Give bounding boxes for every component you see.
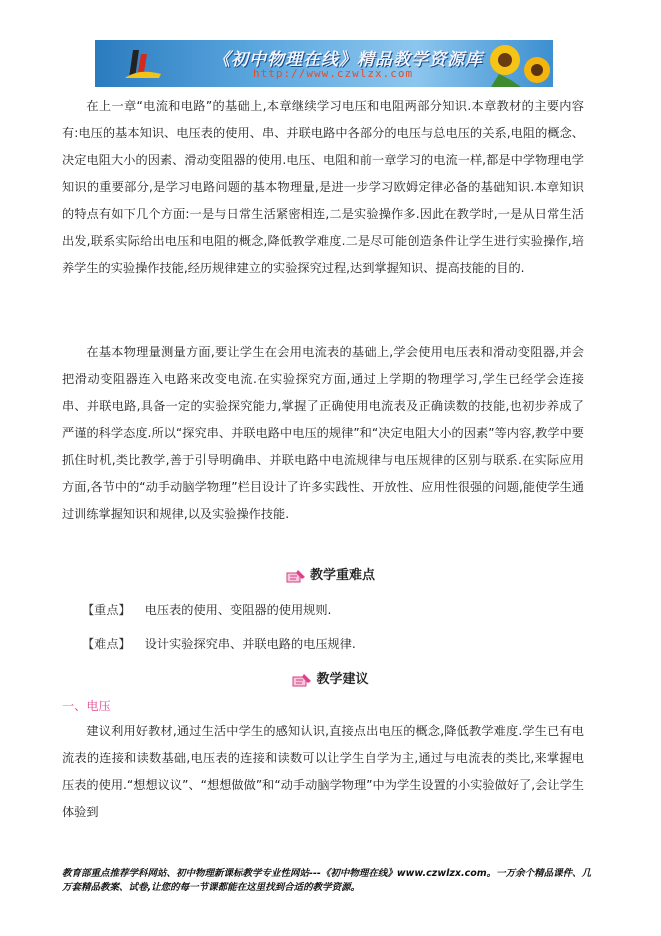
focus-tag: 【重点】 <box>82 603 131 617</box>
difficulty-tag: 【难点】 <box>82 637 131 651</box>
page-footer: 教育部重点推荐学科网站、初中物理新课标教学专业性网站---《初中物理在线》www.czwlzx.com。一万余个精品课件、几万套精品教案、试卷,让您的每一节课都能在这里找到合适的教学资源。 <box>62 868 592 893</box>
intro-paragraph-2: 在基本物理量测量方面,要让学生在会用电流表的基础上,学会使用电压表和滑动变阻器,并会把滑动变阻器连入电路来改变电流.在实验探究方面,通过上学期的物理学习,学生已经学会连接串、并联电路,具备一定的实验探究能力,掌握了正确使用电流表及正确读数的技能,也初步养成了严谨的科学态度.所以“探究串、并联电路中电压的规律”和“决定电阻大小的因素”等内容,教学中要抓住时机,类比教学,善于引导明确串、并联电路中电流规律与电压规律的区别与联系.在实际应用方面,各节中的“动手动脑学物理”栏目设计了许多实践性、开放性、应用性很强的问题,能使学生通过训练掌握知识和规律,以及实验操作技能. <box>62 345 584 521</box>
notebook-pen-icon <box>292 672 312 688</box>
suggestions-heading-text: 教学建议 <box>316 672 369 687</box>
intro-paragraph-1: 在上一章“电流和电路”的基础上,本章继续学习电压和电阻两部分知识.本章教材的主要内容有:电压的基本知识、电压表的使用、串、并联电路中各部分的电压与总电压的关系,电阻的概念、决定电阻大小的因素、滑动变阻器的使用.电压、电阻和前一章学习的电流一样,都是中学物理电学知识的重要部分,是学习电路问题的基本物理量,是进一步学习欧姆定律必备的基础知识.本章知识的特点有如下几个方面:一是与日常生活紧密相连,二是实验操作多.因此在教学时,一是从日常生活出发,联系实际给出电压和电阻的概念,降低教学难度.二是尽可能创造条件让学生进行实验操作,培养学生的实验操作技能,经历规律建立的实验探究过程,达到掌握知识、提高技能的目的. <box>62 99 584 275</box>
focus-text: 电压表的使用、变阻器的使用规则. <box>144 603 332 617</box>
banner-url: http://www.czwlzx.com <box>253 67 414 80</box>
key-points-heading <box>0 566 661 586</box>
difficulty-text: 设计实验探究串、并联电路的电压规律. <box>144 637 356 651</box>
suggestions-heading <box>0 670 661 690</box>
focus-point <box>82 600 331 620</box>
header-banner <box>95 40 553 87</box>
key-points-heading-text: 教学重难点 <box>309 568 375 583</box>
notebook-pen-icon <box>286 568 306 584</box>
voltage-subheading: 一、电压 <box>62 699 111 713</box>
voltage-suggestion-paragraph: 建议利用好教材,通过生活中学生的感知认识,直接点出电压的概念,降低教学难度.学生已有电流表的连接和读数基础,电压表的连接和读数可以让学生自学为主,通过与电流表的类比,来掌握电压表的使用.“想想议议”、“想想做做”和“动手动脑学物理”中为学生设置的小实验做好了,会让学生体验到 <box>62 724 584 819</box>
sunflower-icon <box>481 40 553 87</box>
difficulty-point <box>82 634 356 654</box>
site-logo-icon <box>103 44 173 84</box>
banner-title: 《初中物理在线》精品教学资源库 <box>213 50 483 70</box>
